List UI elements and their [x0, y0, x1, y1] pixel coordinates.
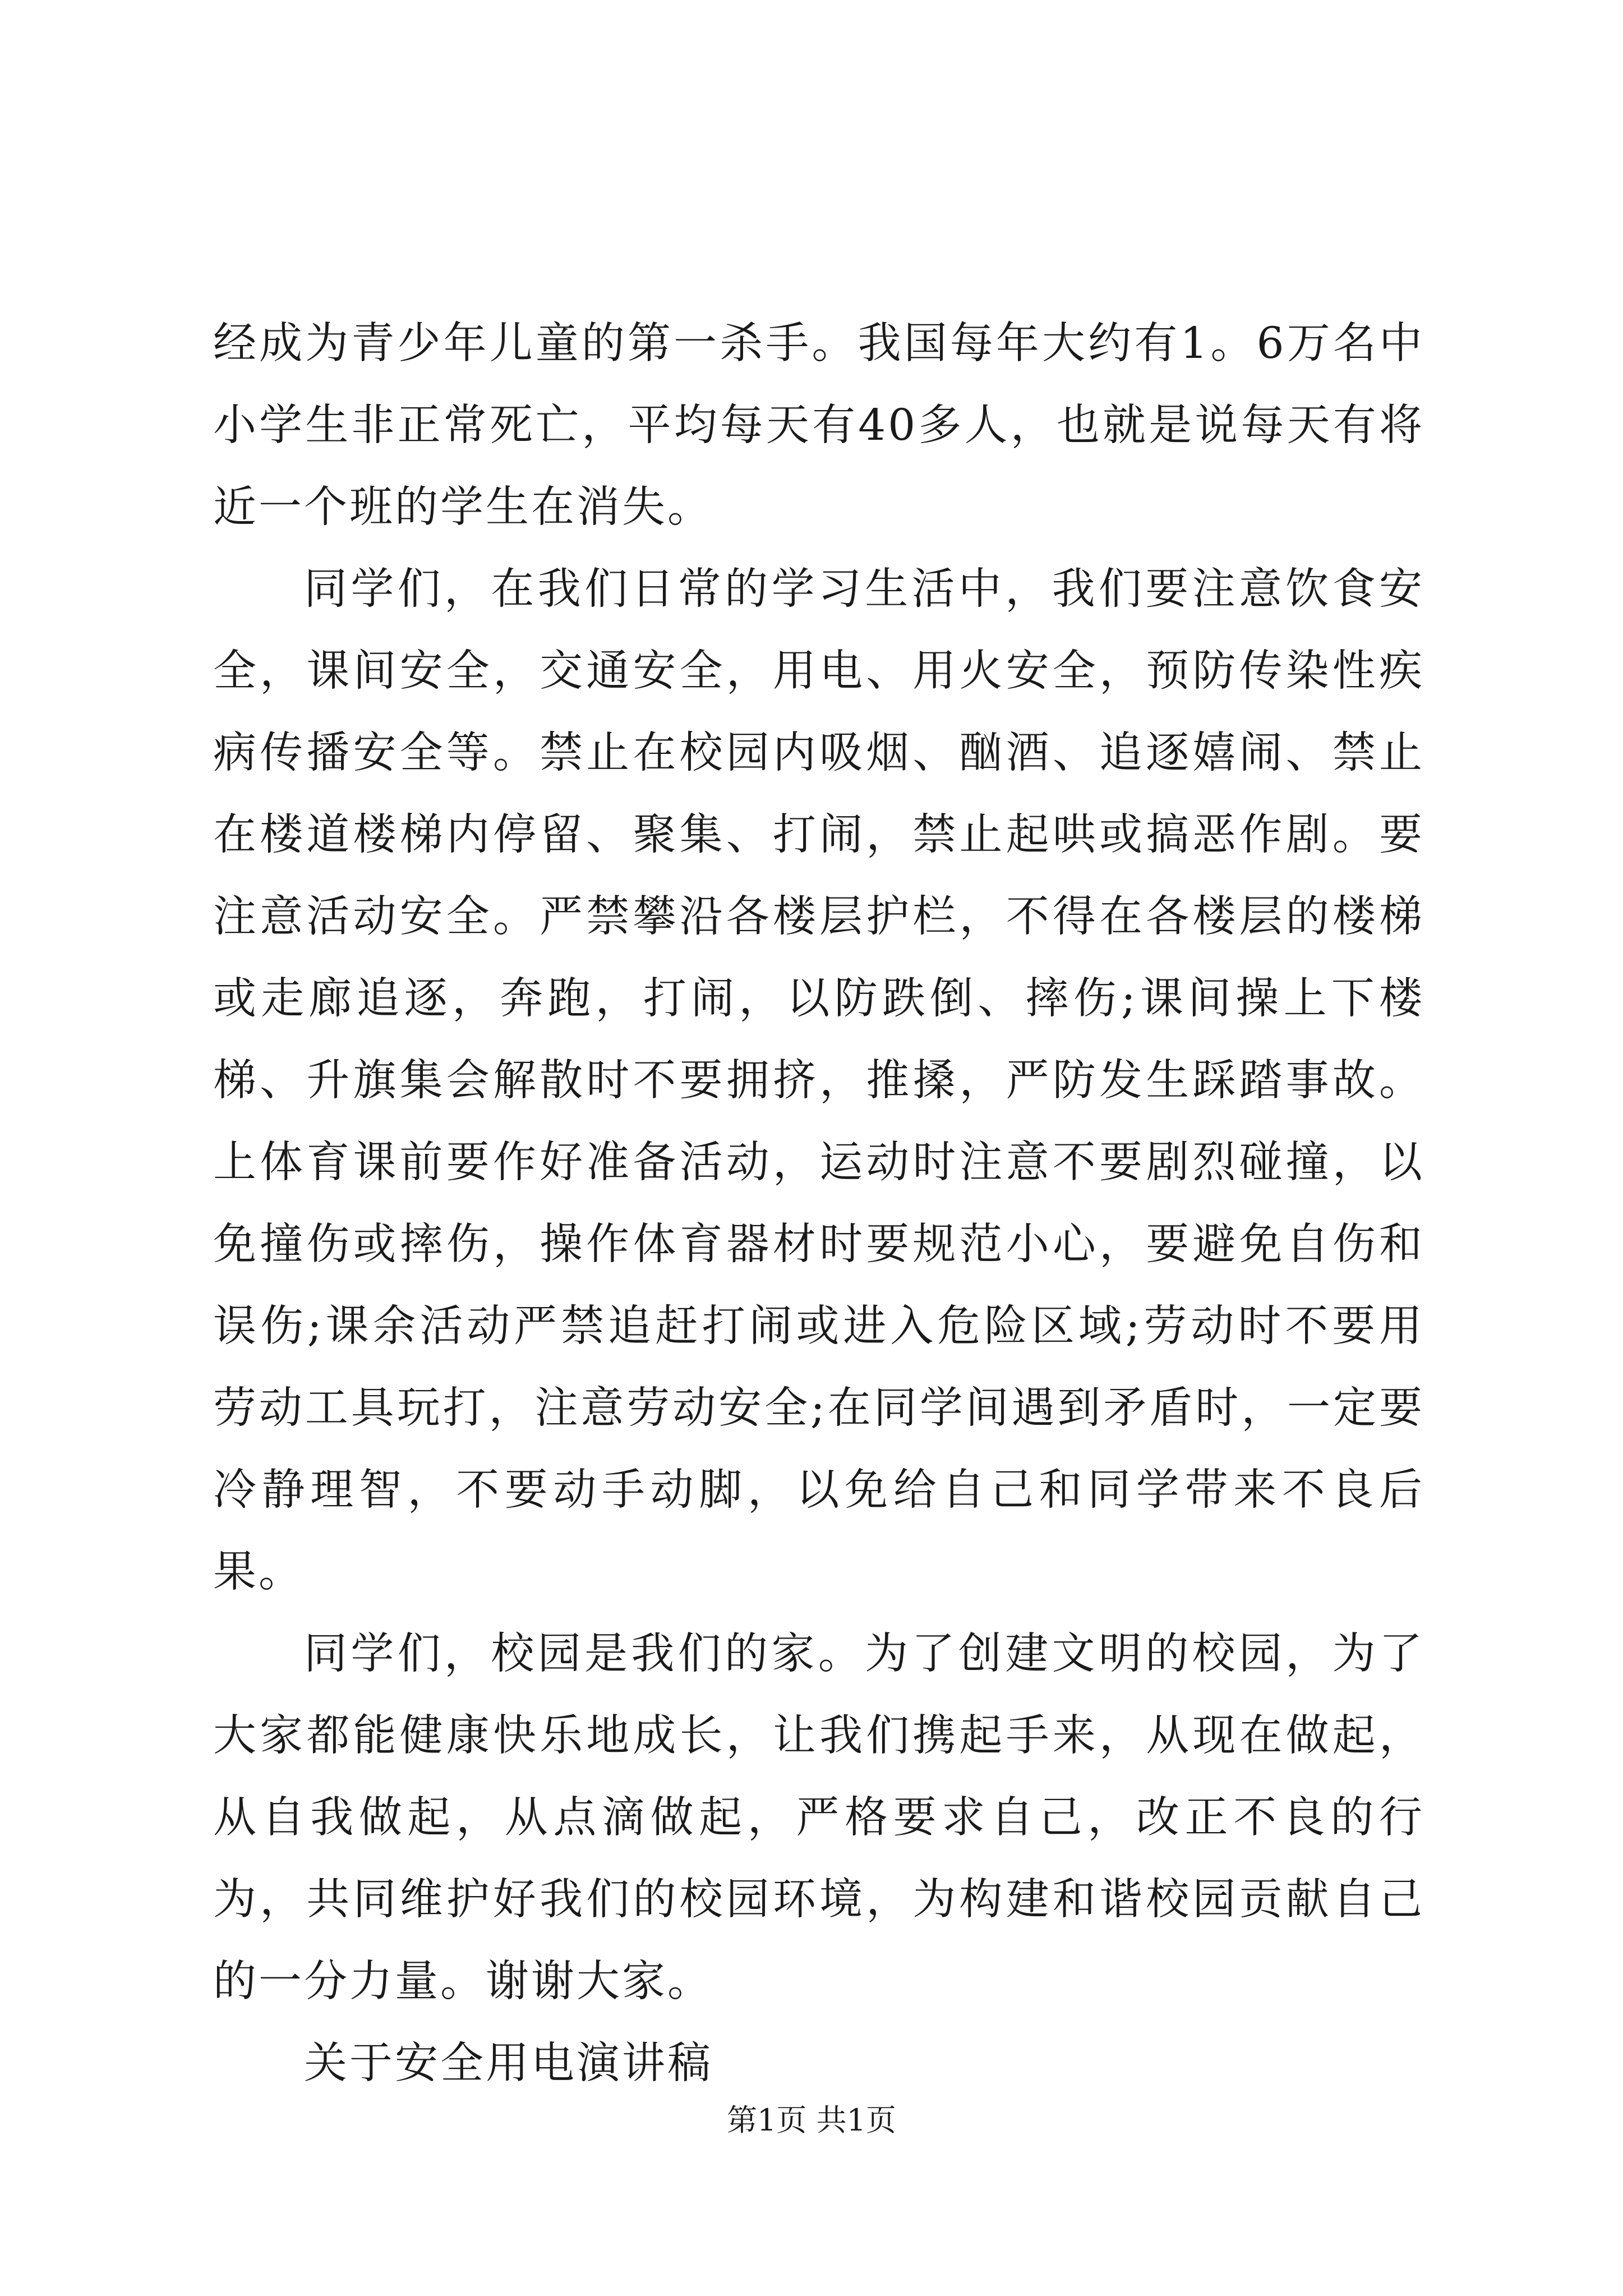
paragraph-continuation: 经成为青少年儿童的第一杀手。我国每年大约有1。6万名中小学生非正常死亡，平均每天有40多人，也就是说每天有将近一个班的学生在消失。 — [213, 319, 1424, 532]
paragraph-closing: 同学们，校园是我们的家。为了创建文明的校园，为了大家都能健康快乐地成长，让我们携起手来，从现在做起，从自我做起，从点滴做起，严格要求自己，改正不良的行为，共同维护好我们的校园环境，为构建和谐校园贡献自己的一分力量。谢谢大家。 — [213, 1629, 1424, 2007]
paragraph-safety-rules: 同学们，在我们日常的学习生活中，我们要注意饮食安全，课间安全，交通安全，用电、用火安全，预防传染性疾病传播安全等。禁止在校园内吸烟、酗酒、追逐嬉闹、禁止在楼道楼梯内停留、聚集、打闹，禁止起哄或搞恶作剧。要注意活动安全。严禁攀沿各楼层护栏，不得在各楼层的楼梯或走廊追逐，奔跑，打闹，以防跌倒、摔伤;课间操上下楼梯、升旗集会解散时不要拥挤，推搡，严防发生踩踏事故。上体育课前要作好准备活动，运动时注意不要剧烈碰撞，以免撞伤或摔伤，操作体育器材时要规范小心，要避免自伤和误伤;课余活动严禁追赶打闹或进入危险区域;劳动时不要用劳动工具玩打，注意劳动安全;在同学间遇到矛盾时，一定要冷静理智，不要动手动脚，以免给自己和同学带来不良后果。 — [213, 564, 1424, 1597]
document-body — [213, 303, 1424, 2105]
next-article-title: 关于安全用电演讲稿 — [304, 2039, 713, 2088]
page-number-footer: 第1页 共1页 — [727, 2102, 896, 2138]
